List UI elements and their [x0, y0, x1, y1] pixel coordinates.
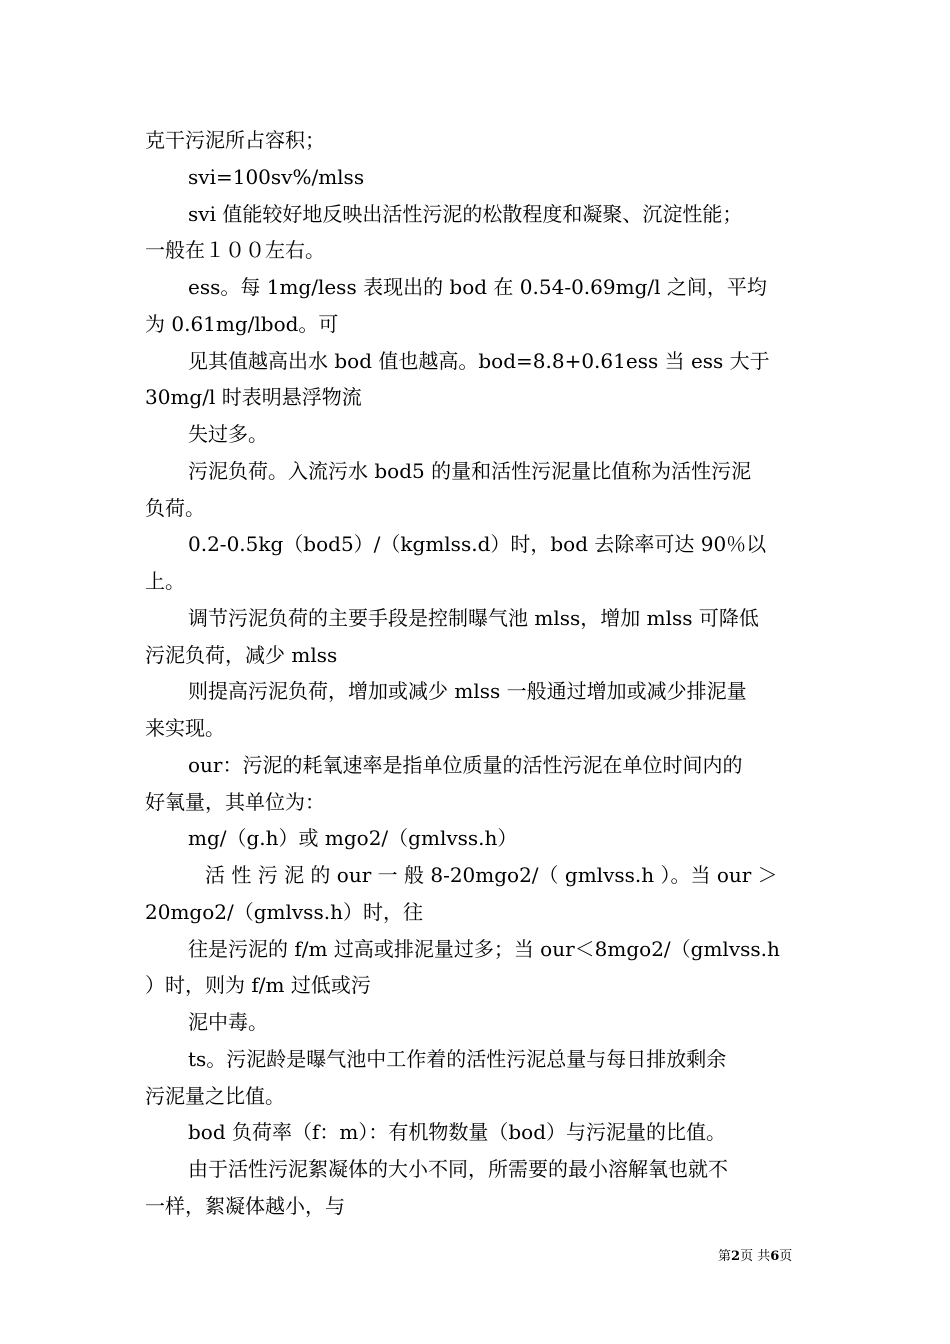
text-line: 0.2-0.5kg（bod5）/（kgmlss.d）时，bod 去除率可达 90％以	[188, 532, 767, 556]
text-line: 污泥量之比值。	[145, 1084, 285, 1108]
text-line: 污泥负荷。入流污水 bod5 的量和活性污泥量比值称为活性污泥	[188, 459, 752, 483]
text-line: 泥中毒。	[188, 1010, 268, 1034]
text-line: 失过多。	[188, 422, 268, 446]
text-line: 见其值越高出水 bod 值也越高。bod=8.8+0.61ess 当 ess 大于	[188, 349, 770, 373]
text-line: ts。污泥龄是曝气池中工作着的活性污泥总量与每日排放剩余	[188, 1047, 727, 1071]
text-line: 一般在１００左右。	[145, 238, 325, 262]
page-number	[718, 1249, 792, 1265]
text-line: 则提高污泥负荷，增加或减少 mlss 一般通过增加或减少排泥量	[188, 679, 747, 703]
text-line: mg/（g.h）或 mgo2/（gmlvss.h）	[188, 826, 518, 850]
text-line: ）时，则为 f/m 过低或污	[145, 973, 371, 997]
text-line: ess。每 1mg/less 表现出的 bod 在 0.54-0.69mg/l 之间，平均	[188, 275, 767, 299]
text-line: 由于活性污泥絮凝体的大小不同，所需要的最小溶解氧也就不	[188, 1157, 728, 1181]
text-line: 来实现。	[145, 716, 225, 740]
text-line: 30mg/l 时表明悬浮物流	[145, 385, 362, 409]
text-line: 克干污泥所占容积；	[145, 128, 325, 152]
text-line: svi 值能较好地反映出活性污泥的松散程度和凝聚、沉淀性能；	[188, 202, 743, 226]
page-suffix: 页	[779, 1249, 793, 1264]
text-line: 好氧量，其单位为：	[145, 790, 325, 814]
text-line: svi=100sv%/mlss	[188, 165, 365, 189]
text-line: 活 性 污 泥 的 our 一 般 8-20mgo2/（ gmlvss.h ）。当 our ＞	[205, 863, 778, 887]
text-line: bod 负荷率（f：m）：有机物数量（bod）与污泥量的比值。	[188, 1120, 727, 1144]
current-page: 2	[731, 1249, 741, 1264]
text-line: 20mgo2/（gmlvss.h）时，往	[145, 900, 423, 924]
text-line: 一样，絮凝体越小，与	[145, 1194, 345, 1218]
page-prefix: 第	[718, 1249, 732, 1264]
total-pages: 6	[770, 1249, 780, 1264]
text-line: 调节污泥负荷的主要手段是控制曝气池 mlss，增加 mlss 可降低	[188, 606, 759, 630]
page-middle: 页 共	[740, 1249, 771, 1264]
text-line: 往是污泥的 f/m 过高或排泥量过多；当 our＜8mgo2/（gmlvss.h	[188, 937, 780, 961]
text-line: 污泥负荷，减少 mlss	[145, 643, 338, 667]
text-line: 负荷。	[145, 496, 205, 520]
text-line: 为 0.61mg/lbod。可	[145, 312, 339, 336]
text-line: 上。	[145, 569, 185, 593]
text-line: our：污泥的耗氧速率是指单位质量的活性污泥在单位时间内的	[188, 753, 743, 777]
